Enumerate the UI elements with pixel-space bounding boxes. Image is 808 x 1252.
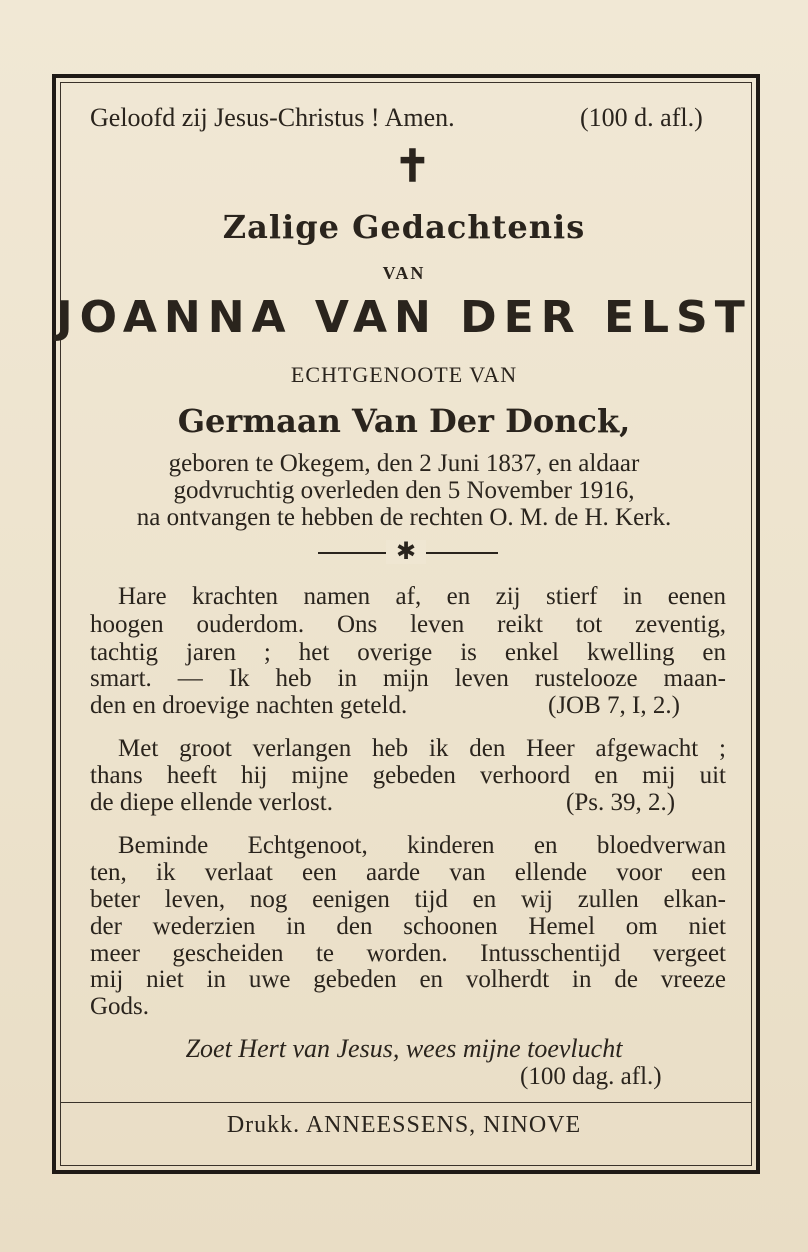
- sacraments-line: na ontvangen te hebben de rechten O. M. de H. Kerk.: [136, 504, 672, 531]
- scripture-reference: (JOB 7, I, 2.): [548, 692, 680, 719]
- printer-credit: Drukk. ANNEESSENS, NINOVE: [226, 1112, 582, 1138]
- ornament-icon: ✱: [386, 540, 426, 564]
- death-line: godvruchtig overleden den 5 November 1916,: [173, 477, 635, 504]
- paragraph1-line: smart. — Ik heb in mijn leven rustelooze maan-: [90, 665, 726, 692]
- paragraph1-line: Hare krachten namen af, en zij stierf in eenen: [118, 583, 726, 610]
- paragraph3-line: Gods.: [90, 993, 150, 1020]
- paragraph2-line: de diepe ellende verlost.: [90, 789, 333, 816]
- invocation-text: Geloofd zij Jesus-Christus ! Amen.: [90, 103, 455, 132]
- paragraph3-line: mij niet in uwe gebeden en volherdt in de vreeze: [90, 966, 726, 993]
- scripture-reference: (Ps. 39, 2.): [566, 789, 676, 816]
- indulgence-text: (100 d. afl.): [580, 103, 703, 132]
- spouse-of-label: ECHTGENOOTE VAN: [290, 362, 518, 387]
- memorial-heading: Zalige Gedachtenis: [222, 208, 586, 246]
- paragraph3-line: ten, ik verlaat een aarde van ellende voor een: [90, 859, 726, 886]
- paragraph3-line: beter leven, nog eenigen tijd en wij zullen elkan-: [90, 886, 726, 913]
- paragraph3-line: meer gescheiden te worden. Intusschentijd vergeet: [90, 940, 726, 967]
- paragraph3-line: der wederzien in den schoonen Hemel om niet: [90, 913, 726, 940]
- paragraph2-line: thans heeft hij mijne gebeden verhoord en mij uit: [90, 762, 726, 789]
- paragraph3-line: Beminde Echtgenoot, kinderen en bloedverwan: [118, 832, 726, 859]
- cross-icon: ✝: [394, 142, 431, 191]
- birth-line: geboren te Okegem, den 2 Juni 1837, en aldaar: [168, 450, 640, 477]
- footer-divider: [60, 1102, 752, 1103]
- prayer-indulgence: (100 dag. afl.): [520, 1063, 662, 1090]
- deceased-name: JOANNA VAN DER ELST: [56, 292, 752, 343]
- paragraph1-line: den en droevige nachten geteld.: [90, 692, 408, 719]
- paragraph1-line: tachtig jaren ; het overige is enkel kwelling en: [90, 639, 726, 666]
- prayer-text: Zoet Hert van Jesus, wees mijne toevlucht: [185, 1034, 623, 1063]
- paragraph2-line: Met groot verlangen heb ik den Heer afgewacht ;: [118, 735, 726, 762]
- spouse-name: Germaan Van Der Donck,: [177, 402, 631, 440]
- van-label: VAN: [382, 263, 426, 283]
- paragraph1-line: hoogen ouderdom. Ons leven reikt tot zeventig,: [90, 611, 726, 638]
